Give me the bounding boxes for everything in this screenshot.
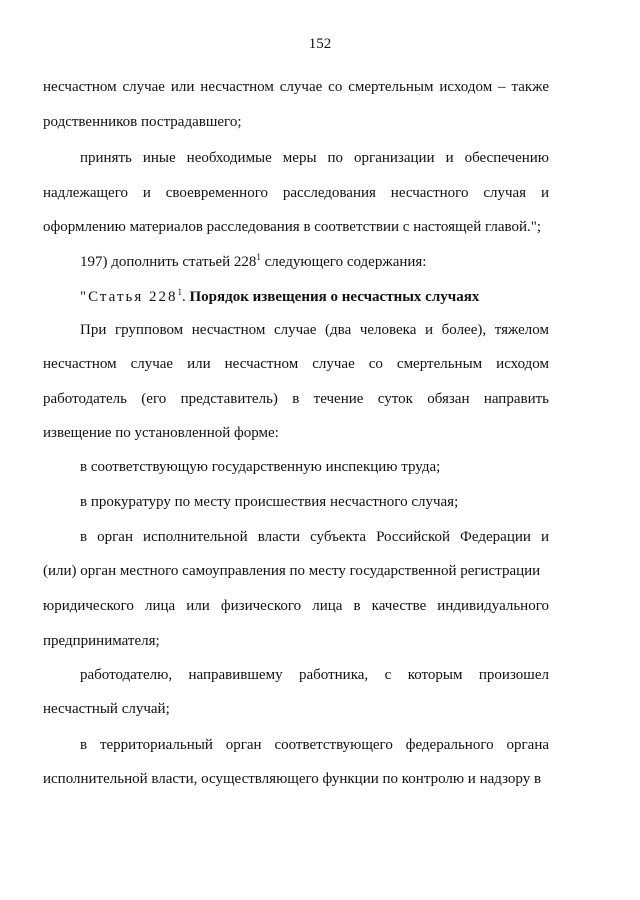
text-span: 197) дополнить статьей 228 <box>80 254 257 270</box>
text-span: следующего содержания: <box>260 254 427 270</box>
text-line: в соответствующую государственную инспекцию труда; <box>80 459 441 475</box>
text-line: оформлению материалов расследования в соответствии с настоящей главой."; <box>43 219 542 235</box>
text-line: работодателю, направившему работника, с которым произошел <box>80 667 549 683</box>
article-title: Порядок извещения о несчастных случаях <box>189 289 480 305</box>
text-line: При групповом несчастном случае (два человека и более), тяжелом <box>80 322 549 338</box>
text-line: принять иные необходимые меры по организации и обеспечению <box>80 150 549 166</box>
text-span: . <box>181 289 190 305</box>
article-label: "Статья 228 <box>80 289 178 305</box>
text-line: несчастном случае или несчастном случае со смертельным исходом <box>43 356 549 372</box>
text-line: (или) орган местного самоуправления по месту государственной регистрации <box>43 563 541 579</box>
superscript: 1 <box>256 252 261 262</box>
text-line: извещение по установленной форме: <box>43 425 279 441</box>
text-line: в орган исполнительной власти субъекта Российской Федерации и <box>80 529 549 545</box>
text-line: несчастный случай; <box>43 701 170 717</box>
text-line: надлежащего и своевременного расследования несчастного случая и <box>43 185 549 201</box>
superscript: 1 <box>177 287 182 297</box>
text-line: работодатель (его представитель) в течение суток обязан направить <box>43 391 549 407</box>
article-amendment-line <box>80 253 549 271</box>
text-line: родственников пострадавшего; <box>43 114 242 130</box>
text-line: предпринимателя; <box>43 633 160 649</box>
text-line: в прокуратуру по месту происшествия несчастного случая; <box>80 494 459 510</box>
page-number: 152 <box>308 36 332 52</box>
text-line: исполнительной власти, осуществляющего функции по контролю и надзору в <box>43 771 542 787</box>
text-line: несчастном случае или несчастном случае со смертельным исходом – также <box>43 79 549 95</box>
text-line: в территориальный орган соответствующего федерального органа <box>80 737 549 753</box>
article-heading <box>80 288 549 306</box>
text-line: юридического лица или физического лица в качестве индивидуального <box>43 598 549 614</box>
